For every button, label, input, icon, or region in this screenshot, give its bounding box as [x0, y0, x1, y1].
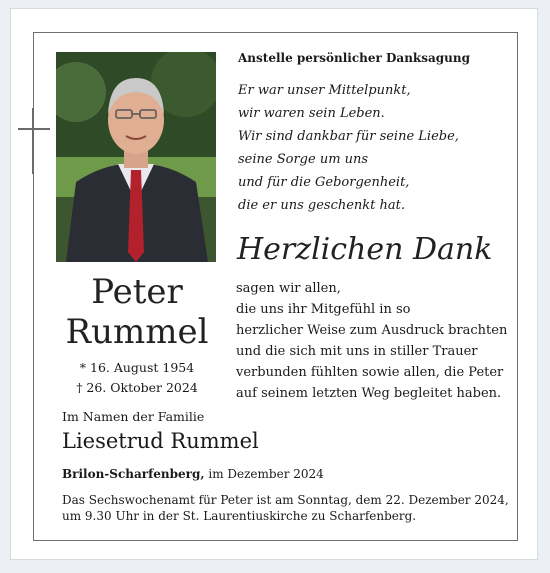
date: im Dezember 2024	[208, 467, 324, 481]
poem	[238, 79, 459, 217]
thanks-line: die uns ihr Mitgefühl in so	[236, 302, 411, 317]
poem-line: Er war unser Mittelpunkt,	[238, 83, 411, 98]
first-name: Peter	[91, 272, 183, 312]
poem-line: wir waren sein Leben.	[238, 106, 385, 121]
service-line: Das Sechswochenamt für Peter ist am Sonntag, dem 22. Dezember 2024,	[62, 493, 509, 507]
service-info	[62, 492, 509, 524]
thanks-line: verbunden fühlten sowie allen, die Peter	[236, 365, 504, 380]
thanks-heading: Herzlichen Dank	[237, 232, 493, 267]
service-line: um 9.30 Uhr in der St. Laurentiuskirche zu Scharfenberg.	[62, 509, 417, 523]
family-name: Liesetrud Rummel	[62, 429, 259, 453]
thanks-line: und die sich mit uns in stiller Trauer	[236, 344, 478, 359]
portrait-photo	[56, 52, 216, 262]
poem-line: Wir sind dankbar für seine Liebe,	[238, 129, 459, 144]
life-dates	[48, 358, 226, 398]
poem-line: und für die Geborgenheit,	[238, 175, 410, 190]
family-intro: Im Namen der Familie	[62, 409, 205, 424]
place-date	[62, 467, 324, 481]
death-date: † 26. Oktober 2024	[76, 380, 198, 395]
notice-header: Anstelle persönlicher Danksagung	[238, 51, 470, 65]
deceased-name	[48, 272, 226, 352]
poem-line: seine Sorge um uns	[238, 152, 369, 167]
last-name: Rummel	[65, 312, 209, 352]
thanks-line: herzlicher Weise zum Ausdruck brachten	[236, 323, 508, 338]
cross-icon	[18, 108, 50, 174]
thanks-line: auf seinem letzten Weg begleitet haben.	[236, 386, 502, 401]
place: Brilon-Scharfenberg,	[62, 467, 205, 481]
thanks-line: sagen wir allen,	[236, 281, 341, 296]
birth-date: * 16. August 1954	[79, 360, 195, 375]
thanks-text	[236, 278, 507, 404]
poem-line: die er uns geschenkt hat.	[238, 198, 406, 213]
